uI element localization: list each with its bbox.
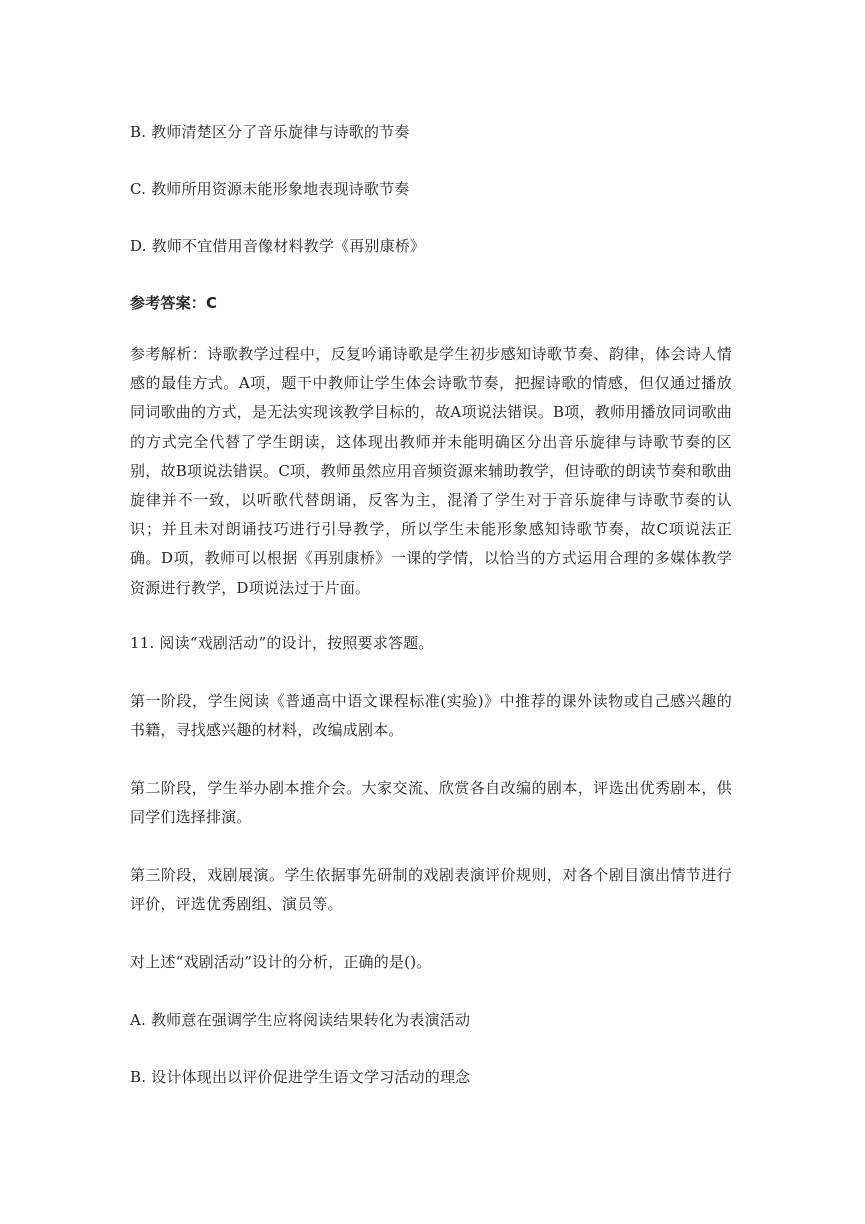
option-c: C. 教师所用资源未能形象地表现诗歌节奏 — [130, 180, 410, 198]
document-body — [130, 118, 732, 1120]
option-b: B. 教师清楚区分了音乐旋律与诗歌的节奏 — [130, 123, 410, 141]
reference-answer: 参考答案：C — [130, 294, 218, 312]
stage-one-text: 第一阶段，学生阅读《普通高中语文课程标准(实验)》中推荐的课外读物或自己感兴趣的书籍，寻找感兴趣的材料，改编成剧本。 — [130, 691, 732, 739]
option-b-second: B. 设计体现出以评价促进学生语文学习活动的理念 — [130, 1067, 471, 1086]
option-a: A. 教师意在强调学生应将阅读结果转化为表演活动 — [130, 1010, 471, 1029]
option-d: D. 教师不宜借用音像材料教学《再别康桥》 — [130, 237, 426, 255]
reference-analysis: 参考解析：诗歌教学过程中，反复吟诵诗歌是学生初步感知诗歌节奏、韵律，体会诗人情感的最佳方式。A项，题干中教师让学生体会诗歌节奏，把握诗歌的情感，但仅通过播放同词歌曲的方式，是无法实现该教学目标的，故A项说法错误。B项，教师用播放同词歌曲的方式完全代替了学生朗读，这体现出教师并未能明确区分出音乐旋律与诗歌节奏的区别，故B项说法错误。C项，教师虽然应用音频资源来辅助教学，但诗歌的朗读节奏和歌曲旋律并不一致，以听歌代替朗诵，反客为主，混淆了学生对于音乐旋律与诗歌节奏的认识；并且未对朗诵技巧进行引导教学，所以学生未能形象感知诗歌节奏，故C项说法正确。D项，教师可以根据《再别康桥》一课的学情，以恰当的方式运用合理的多媒体教学资源进行教学，D项说法过于片面。 — [130, 345, 733, 597]
question-prompt: 对上述“戏剧活动”设计的分析，正确的是()。 — [130, 952, 432, 971]
stage-three-text: 第三阶段，戏剧展演。学生依据事先研制的戏剧表演评价规则，对各个剧目演出情节进行评价，评选优秀剧组、演员等。 — [130, 865, 732, 913]
stage-two-text: 第二阶段，学生举办剧本推介会。大家交流、欣赏各自改编的剧本，评选出优秀剧本，供同学们选择排演。 — [130, 778, 732, 826]
question-title: 11. 阅读“戏剧活动”的设计，按照要求答题。 — [130, 633, 434, 652]
